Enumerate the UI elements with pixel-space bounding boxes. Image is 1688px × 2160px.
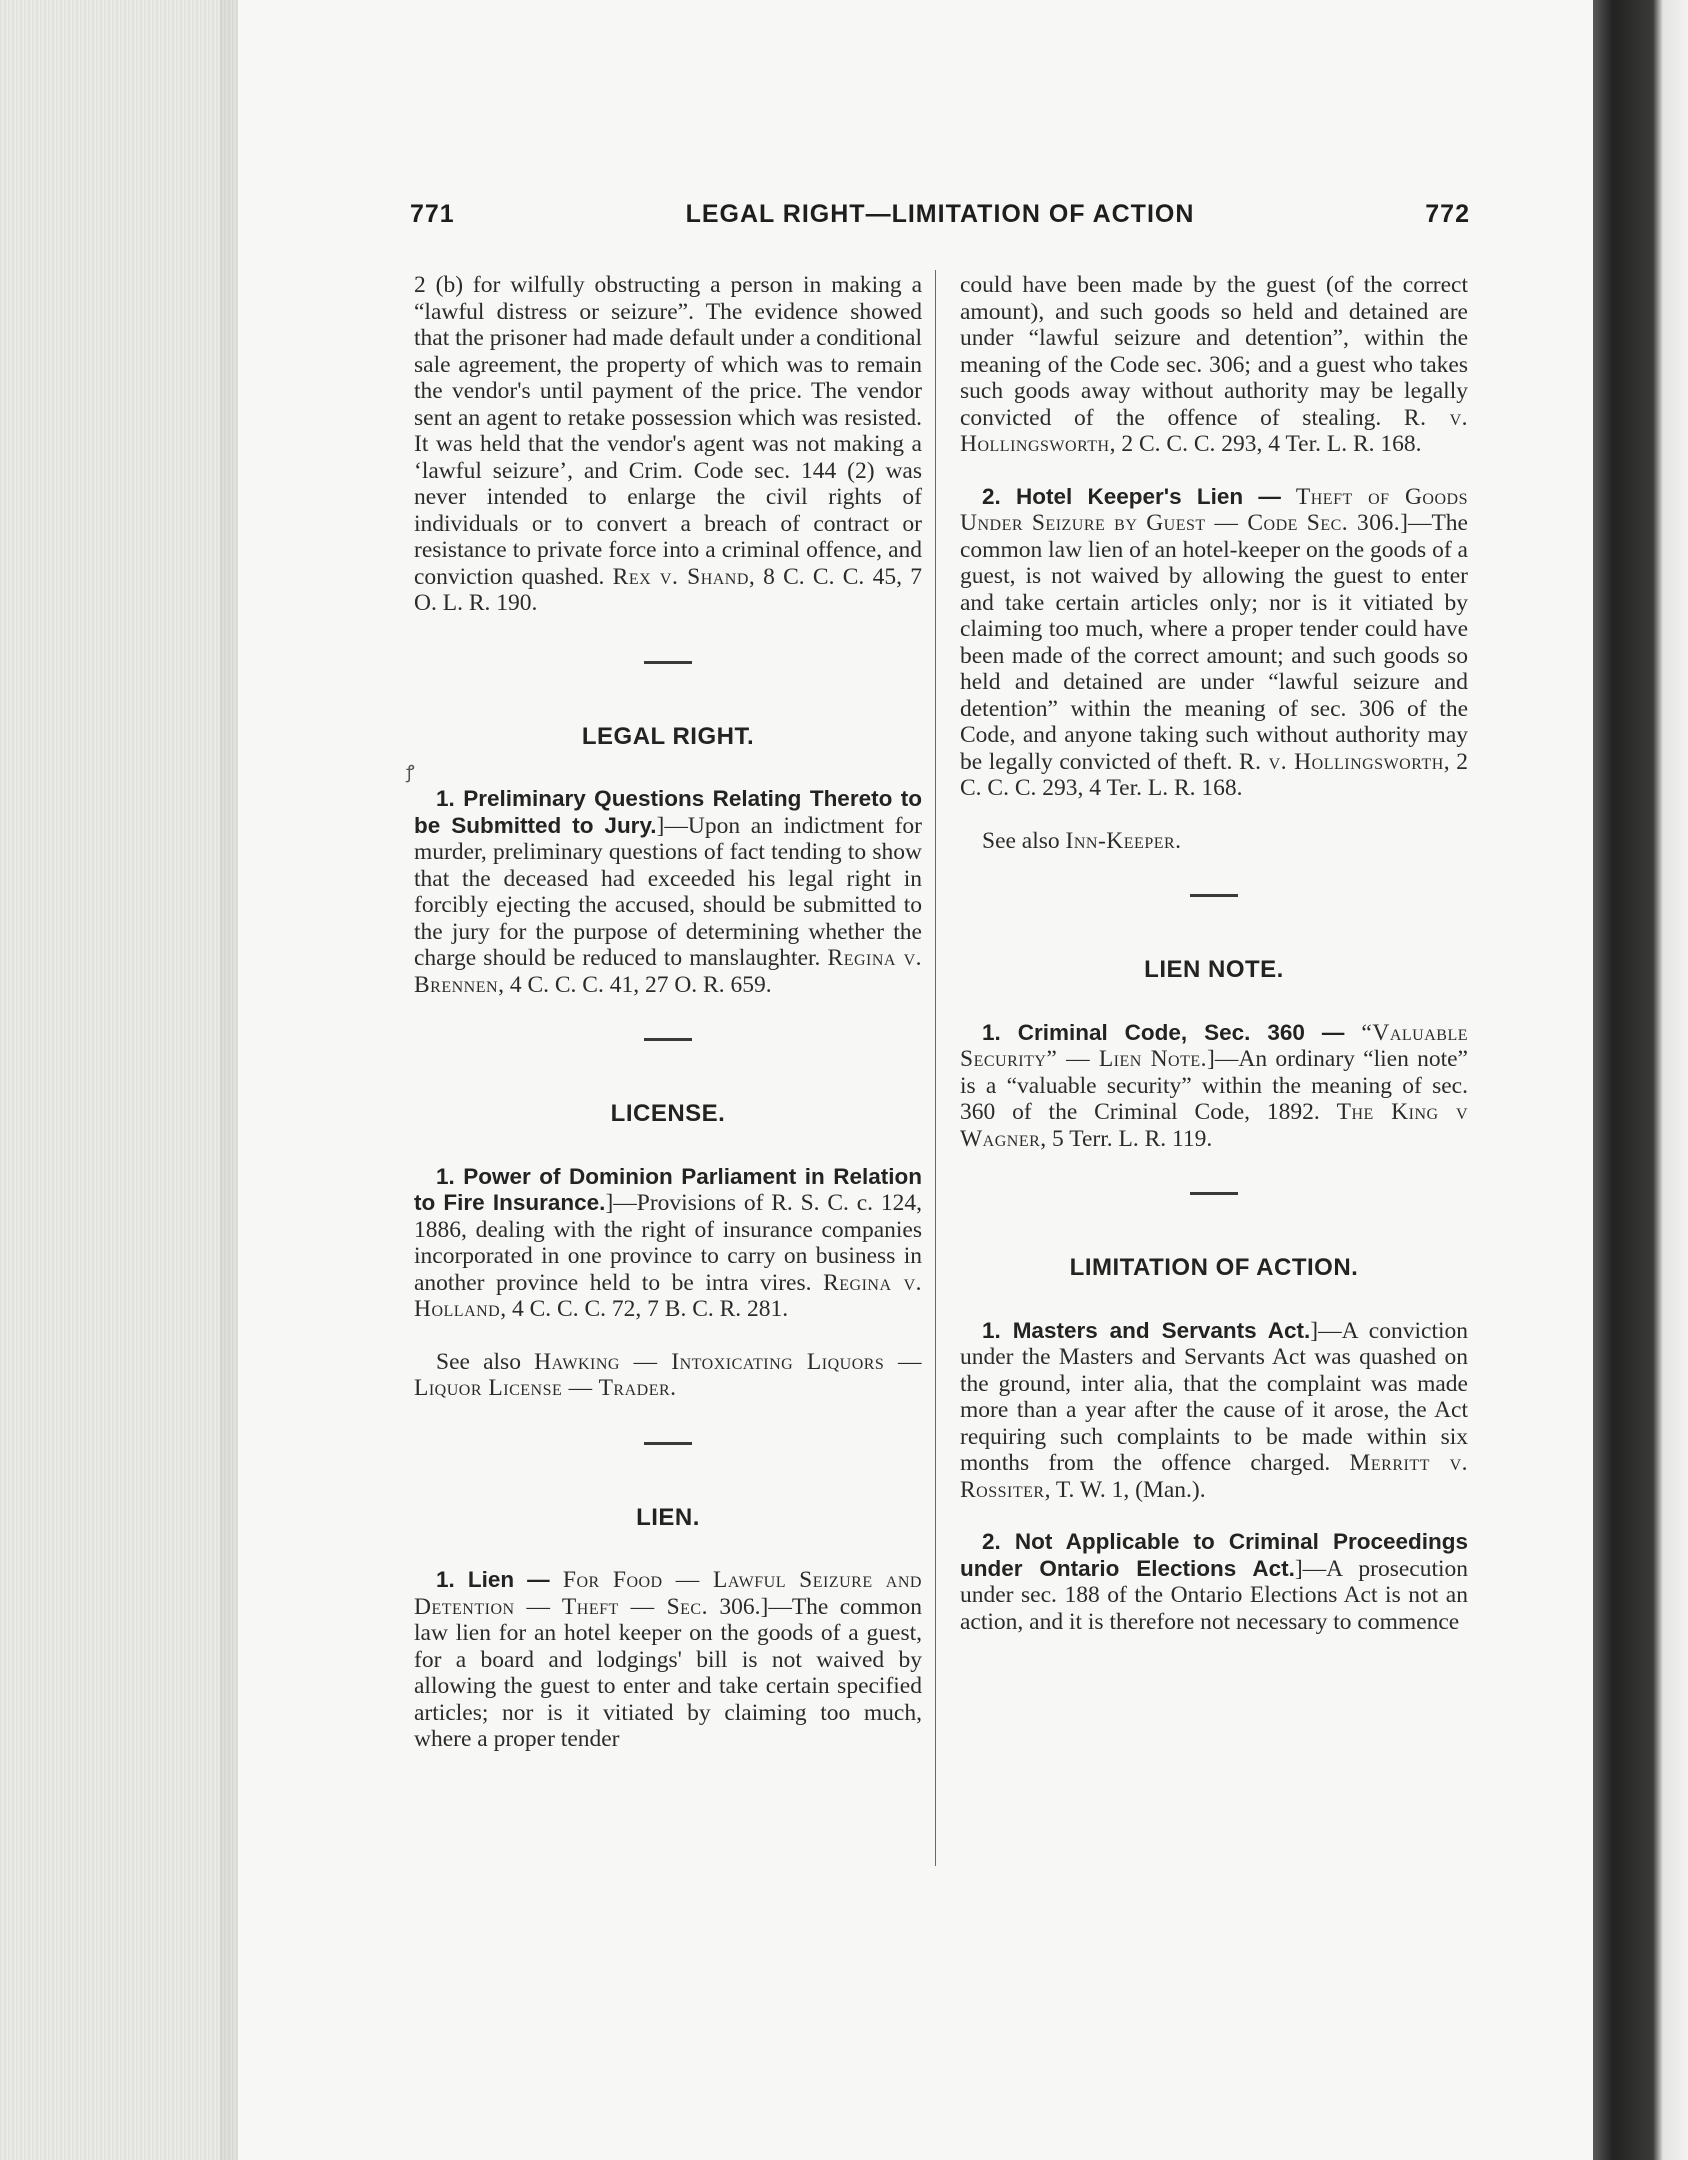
column-divider [935,270,936,1866]
lien-note-paragraph-1 [960,1020,1468,1153]
lien-see-also-refs: Inn-Keeper. [1065,827,1182,854]
lien-see-also [960,828,1468,855]
page-number-right: 772 [1425,200,1470,228]
section-separator [644,661,692,664]
limitation-citation-1: Merritt v. Rossiter [960,1450,1469,1503]
lien-note-body: ]—An ordinary “lien note” is a “valuable security” within the meaning of sec. 360 of the Criminal Code, 1892. [960,1046,1468,1125]
hotel-keeper-citation: R. v. Hollingsworth [1239,748,1444,775]
heading-license: LICENSE. [610,1100,726,1127]
legal-right-citation-tail: , 4 C. C. C. 41, 27 O. R. 659. [498,971,772,998]
limitation-body-2: ]—A prosecution under sec. 188 of the Ontario Elections Act is not an action, and it is therefore not necessary to commence [960,1555,1469,1635]
see-also-prefix: See also [436,1348,535,1375]
intro-citation: Rex v. Shand [612,563,749,590]
lien-continuation [960,272,1468,458]
hotel-keeper-lead: 2. Hotel Keeper's Lien — [982,483,1281,509]
license-lead: 1. Power of Dominion Parliament in Relation to Fire Insurance. [414,1163,922,1215]
legal-right-lead: 1. Preliminary Questions Relating Thereto to be Submitted to Jury. [414,786,922,838]
hotel-keeper-paragraph [960,484,1468,802]
lien-continuation-text: could have been made by the guest (of the correct amount), and such goods so held and detained are under “lawful seizure and detention”, within the meaning of the Code sec. 306; and a guest who takes such goods away without authority may be legally convicted of the offence of stealing. [960,272,1468,431]
license-body: ]—Provisions of R. S. C. c. 124, 1886, dealing with the right of insurance companies incorporated in one province to carry on business in another province held to be intra vires. [414,1190,922,1296]
lien-subtitle: For Food — Lawful Seizure and Detention — Theft — Sec. [414,1567,922,1620]
license-citation-tail: , 4 C. C. C. 72, 7 B. C. R. 281. [500,1296,789,1322]
hotel-keeper-body: ]—The common law lien of an hotel-keeper on the goods of a guest, is not waived by allowing the guest to enter and take certain articles only; nor is it vitiated by claiming too much, where a proper tender could have been made of the correct amount; and such goods so held and detained are under “lawful seizure and detention” within the meaning of sec. 306 of the Code, and anyone taking such without authority may be legally convicted of theft. [960,510,1468,775]
lien-body: 306.]—The common law lien for an hotel keeper on the goods of a guest, for a board and lodgings' bill is not waived by allowing the guest to enter and take certain specified articles; nor is it vitiated by claiming too much, where a proper tender [414,1593,922,1752]
limitation-citation-tail-1: , T. W. 1, (Man.). [1044,1476,1206,1503]
license-citation: Regina v. Holland [414,1269,922,1322]
legal-right-citation: Regina v. Brennen [414,945,923,998]
hotel-keeper-citation-tail: , 2 C. C. C. 293, 4 Ter. L. R. 168. [960,748,1469,801]
running-header [410,200,1470,240]
license-paragraph-1 [414,1164,922,1323]
lien-continuation-citation: R. v. Hollingsworth [960,404,1469,457]
limitation-paragraph-2 [960,1529,1468,1635]
heading-legal-right: LEGAL RIGHT. [581,722,755,750]
lien-note-lead: 1. Criminal Code, Sec. 360 — [982,1019,1345,1045]
lien-lead: 1. Lien — [436,1567,550,1592]
limitation-lead-1: 1. Masters and Servants Act. [982,1317,1311,1343]
running-title: LEGAL RIGHT—LIMITATION OF ACTION [685,200,1195,228]
limitation-lead-2: 2. Not Applicable to Criminal Proceedings under Ontario Elections Act. [960,1529,1468,1581]
book-page-edges [0,0,250,2160]
license-see-also [414,1349,922,1402]
legal-right-paragraph-1 [414,786,922,998]
lien-note-citation-tail: , 5 Terr. L. R. 119. [1040,1125,1213,1152]
license-see-also-refs: Hawking — Intoxicating Liquors — Liquor License — Trader. [414,1348,922,1401]
margin-mark: ꝭ [406,762,415,783]
section-separator [644,1442,692,1445]
hotel-keeper-subtitle: Theft of Goods Under Seizure by Guest — Code Sec. 306. [960,483,1468,536]
heading-lien: LIEN. [636,1503,700,1531]
lien-paragraph-1 [414,1567,922,1753]
book-gutter [1593,0,1688,2160]
legal-right-body: ]—Upon an indictment for murder, preliminary questions of fact tending to show that the deceased had exceeded his legal right in forcibly ejecting the accused, should be submitted to the jury for the purpose of determining whether the charge should be reduced to manslaughter. [414,812,922,971]
section-separator [1190,894,1238,897]
page-number-left: 771 [410,200,455,228]
limitation-body-1: ]—A conviction under the Masters and Servants Act was quashed on the ground, inter alia, that the complaint was made more than a year after the cause of it arose, the Act requiring such complaints to be made within six months from the offence charged. [960,1317,1468,1476]
see-also-prefix: See also [982,827,1066,854]
limitation-paragraph-1 [960,1318,1468,1504]
intro-text: 2 (b) for wilfully obstructing a person in making a “lawful distress or seizure”. The evidence showed that the prisoner had made default under a conditional sale agreement, the property of which was to remain the vendor's until payment of the price. The vendor sent an agent to retake possession which was resisted. It was held that the vendor's agent was not making a ‘lawful seizure’, and Crim. Code sec. 144 (2) was never intended to enlarge the civil rights of individuals or to convert a breach of contract or resistance to private force into a criminal offence, and conviction quashed. [414,272,922,590]
intro-citation-tail: , 8 C. C. C. 45, 7 O. L. R. 190. [414,563,922,616]
right-column [960,272,1468,1661]
lien-note-citation: The King v Wagner [960,1099,1469,1152]
intro-paragraph [414,272,922,617]
heading-lien-note: LIEN NOTE. [1144,956,1284,983]
section-separator [644,1038,692,1041]
lien-continuation-citation-tail: , 2 C. C. C. 293, 4 Ter. L. R. 168. [1109,431,1422,457]
lien-note-subtitle: “Valuable Security” — Lien Note. [960,1019,1468,1072]
heading-limitation-of-action: LIMITATION OF ACTION. [1069,1254,1359,1281]
section-separator [1190,1192,1238,1195]
left-column [414,272,922,1779]
